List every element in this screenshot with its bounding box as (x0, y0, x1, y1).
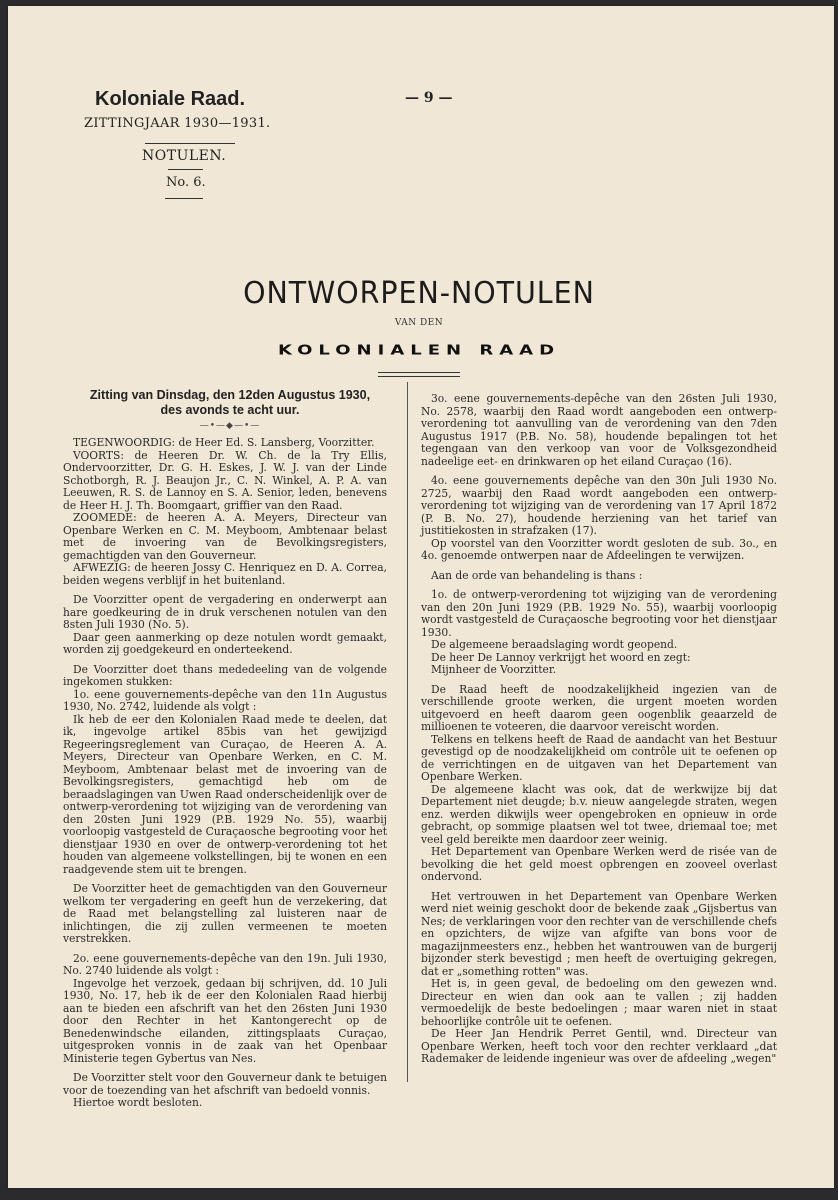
ornament: —•—◆—•— (199, 421, 261, 431)
masthead-van-den: VAN DEN (394, 318, 444, 328)
paragraph: Daar geen aanmerking op deze notulen wordt gemaakt, worden zij goedgekeurd en onderteekend. (63, 630, 387, 656)
council-title: Koloniale Raad. (95, 88, 246, 110)
notulen-label: NOTULEN. (142, 148, 227, 164)
paragraph: VOORTS: de Heeren Dr. W. Ch. de la Try Ellis, Ondervoorzitter, Dr. G. H. Eskes, J. W. J. van der Linde Schotborgh, R. J. Beaujon Jr., C. N. Winkel, A. P. A. van Leeuwen, R. S. de Lannoy en S. A. Senior, leden, benevens de Heer H. J. Th. Boomgaart, griffier van den Raad. (63, 448, 387, 512)
masthead-title: ONTWORPEN-NOTULEN (243, 276, 595, 311)
paragraph: 3o. eene gouvernements-depêche van den 26sten Juli 1930, No. 2578, waarbij den Raad wordt aangeboden een ontwerp-verordening tot aanvulling van de verordening van den 7den Augustus 1917 (P.B. No. 58), houdende bepalingen tot het tegengaan van den verkoop van voor de Volksgezondheid nadeelige eet- en drinkwaren op het eiland Curaçao (16). (421, 392, 777, 468)
right-column (421, 393, 777, 1066)
masthead-council: KOLONIALEN RAAD (277, 342, 561, 359)
paragraph: Op voorstel van den Voorzitter wordt gesloten de sub. 3o., en 4o. genoemde ontwerpen naar de Afdeelingen te verwijzen. (421, 536, 777, 562)
session-year: ZITTINGJAAR 1930—1931. (84, 116, 271, 131)
paragraph: Telkens en telkens heeft de Raad de aandacht van het Bestuur gevestigd op de noodzakelijkheid om contrôle uit te oefenen op de verrichtingen en de uitgaven van het Departement van Openbare Werken. (421, 732, 777, 783)
session-heading (70, 388, 390, 418)
paragraph: ZOOMEDE: de heeren A. A. Meyers, Directeur van Openbare Werken en C. M. Meyboom, Ambtenaar belast met de invoering van de Bevolkingsregisters, gemachtigden van den Gouverneur. (63, 511, 387, 562)
session-date: Zitting van Dinsdag, den 12den Augustus 1930, (89, 388, 371, 402)
paragraph: De Voorzitter heet de gemachtigden van den Gouverneur welkom ter vergadering en geeft hun de verzekering, dat de Raad met belangstelling zal luisteren naar de inlichtingen, die zij zullen vermeenen te moeten verstrekken. (63, 882, 387, 945)
divider (378, 372, 460, 373)
paragraph: De Voorzitter opent de vergadering en onderwerpt aan hare goedkeuring de in druk verschenen notulen van den 8sten Juli 1930 (No. 5). (63, 593, 387, 631)
paragraph: De algemeene klacht was ook, dat de werkwijze bij dat Departement niet deugde; b.v. nieuw aangelegde straten, wegen enz. werden dikwijls weer opengebroken en opnieuw in orde gebracht, op sommige plaatsen wel tot twee, driemaal toe; met veel geld bereikte men daardoor zeer weinig. (421, 782, 777, 846)
paragraph: De Heer Jan Hendrik Perret Gentil, wnd. Directeur van Openbare Werken, heeft toch voor den rechter verklaard „dat Rademaker de leidende ingenieur was over de afdeeling „wegen" (421, 1027, 777, 1065)
paragraph: Ingevolge het verzoek, gedaan bij schrijven, dd. 10 Juli 1930, No. 17, heb ik de eer den Kolonialen Raad hierbij aan te bieden een afschrift van het den 26sten Juni 1930 door den Rechter in het Kantongerecht op de Benedenwindsche eilanden, zittingsplaats Curaçao, uitgesproken vonnis in de zaak van het Openbaar Ministerie tegen Gybertus van Nes. (63, 976, 387, 1065)
paragraph: Het vertrouwen in het Departement van Openbare Werken werd niet weinig geschokt door de bekende zaak „Gijsbertus van Nes; de verklaringen voor den rechter van de verschillende chefs en opzichters, de wijze van afgifte van bons voor de magazijnmeesters enz., hebben het wantrouwen van de burgerij bijzonder sterk bevestigd ; men heeft de overtuiging gekregen, dat er „something rotten" was. (421, 889, 777, 978)
paragraph: Hiertoe wordt besloten. (73, 1096, 203, 1109)
session-time: des avonds te acht uur. (160, 403, 300, 417)
paragraph: TEGENWOORDIG: de Heer Ed. S. Lansberg, Voorzitter. (73, 436, 375, 449)
paragraph: Aan de orde van behandeling is thans : (431, 568, 643, 582)
paragraph: De Raad heeft de noodzakelijkheid ingezien van de verschillende groote werken, die urgent moeten worden uitgevoerd en heeft daarom geen oogenblik geaarzeld de millioenen te voteeren, die daarvoor vereischt worden. (421, 682, 777, 733)
divider (145, 143, 235, 144)
left-column (63, 437, 387, 1110)
paragraph: Mijnheer de Voorzitter. (431, 663, 557, 676)
page-number: — 9 — (405, 90, 453, 106)
issue-number: No. 6. (166, 175, 206, 190)
column-divider (407, 382, 408, 1082)
divider (168, 169, 203, 170)
paragraph: 2o. eene gouvernements-depêche van den 19n. Juli 1930, No. 2740 luidende als volgt : (63, 951, 387, 977)
paragraph: De algemeene beraadslaging wordt geopend. (431, 638, 678, 651)
paragraph: 1o. eene gouvernements-depêche van den 11n Augustus 1930, No. 2742, luidende als volgt : (63, 687, 387, 713)
paragraph: De heer De Lannoy verkrijgt het woord en zegt: (431, 650, 691, 664)
divider (165, 198, 203, 199)
paragraph: Het is, in geen geval, de bedoeling om den gewezen wnd. Directeur en wien dan ook aan te vallen ; zij hadden vermoedelijk de beste bedoelingen ; maar waren niet in staat behoorlijke contrôle uit te oefenen. (421, 977, 777, 1028)
paragraph: 4o. eene gouvernements depêche van den 30n Juli 1930 No. 2725, waarbij den Raad wordt aangeboden een ontwerp-verordening tot wijziging van de verordening van 17 April 1872 (P. B. No. 27), houdende herziening van het tarief van justitiekosten in strafzaken (17). (421, 474, 777, 537)
paragraph: 1o. de ontwerp-verordening tot wijziging van de verordening van den 20n Juni 1929 (P.B. 1929 No. 55), waarbij voorloopig wordt vastgesteld de Curaçaosche begrooting voor het dienstjaar 1930. (421, 588, 777, 639)
paragraph: AFWEZIG: de heeren Jossy C. Henriquez en D. A. Correa, beiden wegens verblijf in het buitenland. (63, 561, 387, 587)
paragraph: De Voorzitter stelt voor den Gouverneur dank te betuigen voor de toezending van het afschrift van bedoeld vonnis. (63, 1071, 387, 1097)
paragraph: De Voorzitter doet thans mededeeling van de volgende ingekomen stukken: (63, 662, 387, 688)
paragraph: Het Departement van Openbare Werken werd de risée van de bevolking die het geld moest opbrengen en zooveel overlast ondervond. (421, 845, 777, 883)
paragraph: Ik heb de eer den Kolonialen Raad mede te deelen, dat ik, ingevolge artikel 85bis van het gewijzigd Regeeringsreglement van Curaçao, de Heeren A. A. Meyers, Directeur van Openbare Werken, en C. M. Meyboom, Ambtenaar belast met de invoering van de Bevolkingsregisters, gemachtigd heb om de beraadslagingen van Uwen Raad onderscheidenlijk over de ontwerp-verordening tot wijziging van de verordening van den 20sten Juni 1929 (P.B. 1929 No. 55), waarbij voorloopig vastgesteld de Curaçaosche begrooting voor het dienstjaar 1930 en over de ontwerp-verordening tot het houden van algemeene volkstellingen, bij te wonen en een raadgevende stem uit te brengen. (63, 712, 387, 876)
divider (378, 376, 460, 377)
